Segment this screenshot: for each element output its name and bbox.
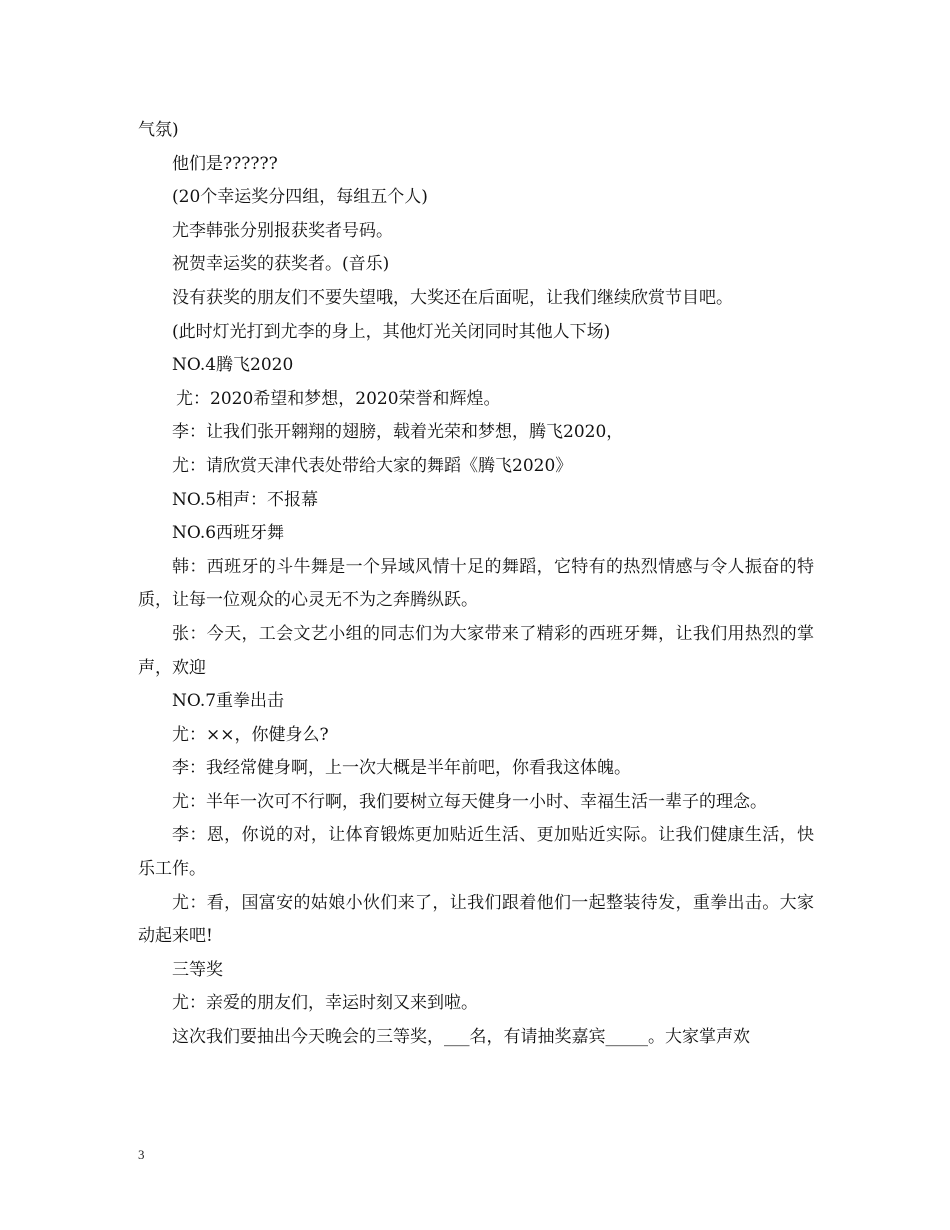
- paragraph: 没有获奖的朋友们不要失望哦，大奖还在后面呢，让我们继续欣赏节目吧。: [172, 287, 733, 308]
- paragraph: 韩：西班牙的斗牛舞是一个异域风情十足的舞蹈，它特有的热烈情感与令人振奋的特质，让每一位观众的心灵无不为之奔腾纵跃。: [138, 556, 814, 611]
- section-heading: NO.7重拳出击: [172, 691, 285, 712]
- section-heading: NO.5相声：不报幕: [172, 489, 319, 510]
- paragraph: 尤：××，你健身么?: [172, 724, 329, 745]
- paragraph: 李：我经常健身啊，上一次大概是半年前吧，你看我这体魄。: [172, 758, 631, 779]
- paragraph: 尤：请欣赏天津代表处带给大家的舞蹈《腾飞2020》: [172, 455, 573, 476]
- page-number: 3: [138, 1147, 145, 1162]
- paragraph: 尤：2020希望和梦想，2020荣誉和辉煌。: [176, 388, 501, 409]
- section-heading: 三等奖: [172, 959, 223, 980]
- paragraph: 这次我们要抽出今天晚会的三等奖，___名，有请抽奖嘉宾_____。大家掌声欢: [172, 1027, 750, 1048]
- paragraph: (20个幸运奖分四组，每组五个人): [172, 187, 428, 208]
- section-heading: NO.6西班牙舞: [172, 523, 285, 544]
- paragraph: 尤李韩张分别报获奖者号码。: [172, 220, 393, 241]
- paragraph: (此时灯光打到尤李的身上，其他灯光关闭同时其他人下场): [172, 321, 611, 342]
- paragraph: 尤：看，国富安的姑娘小伙们来了，让我们跟着他们一起整装待发，重拳出击。大家动起来吧!: [138, 892, 814, 947]
- paragraph: 张：今天，工会文艺小组的同志们为大家带来了精彩的西班牙舞，让我们用热烈的掌声，欢迎: [138, 623, 814, 678]
- paragraph: 尤：亲爱的朋友们，幸运时刻又来到啦。: [172, 993, 478, 1014]
- paragraph: 祝贺幸运奖的获奖者。(音乐): [172, 254, 390, 275]
- paragraph: 李：恩，你说的对，让体育锻炼更加贴近生活、更加贴近实际。让我们健康生活，快乐工作。: [138, 825, 814, 880]
- document-body: [138, 114, 814, 1055]
- paragraph: 李：让我们张开翱翔的翅膀，载着光荣和梦想，腾飞2020，: [172, 422, 624, 443]
- paragraph: 他们是??????: [172, 153, 278, 174]
- paragraph: 尤：半年一次可不行啊，我们要树立每天健身一小时、幸福生活一辈子的理念。: [172, 791, 767, 812]
- paragraph: 气氛): [138, 120, 179, 140]
- section-heading: NO.4腾飞2020: [172, 355, 294, 376]
